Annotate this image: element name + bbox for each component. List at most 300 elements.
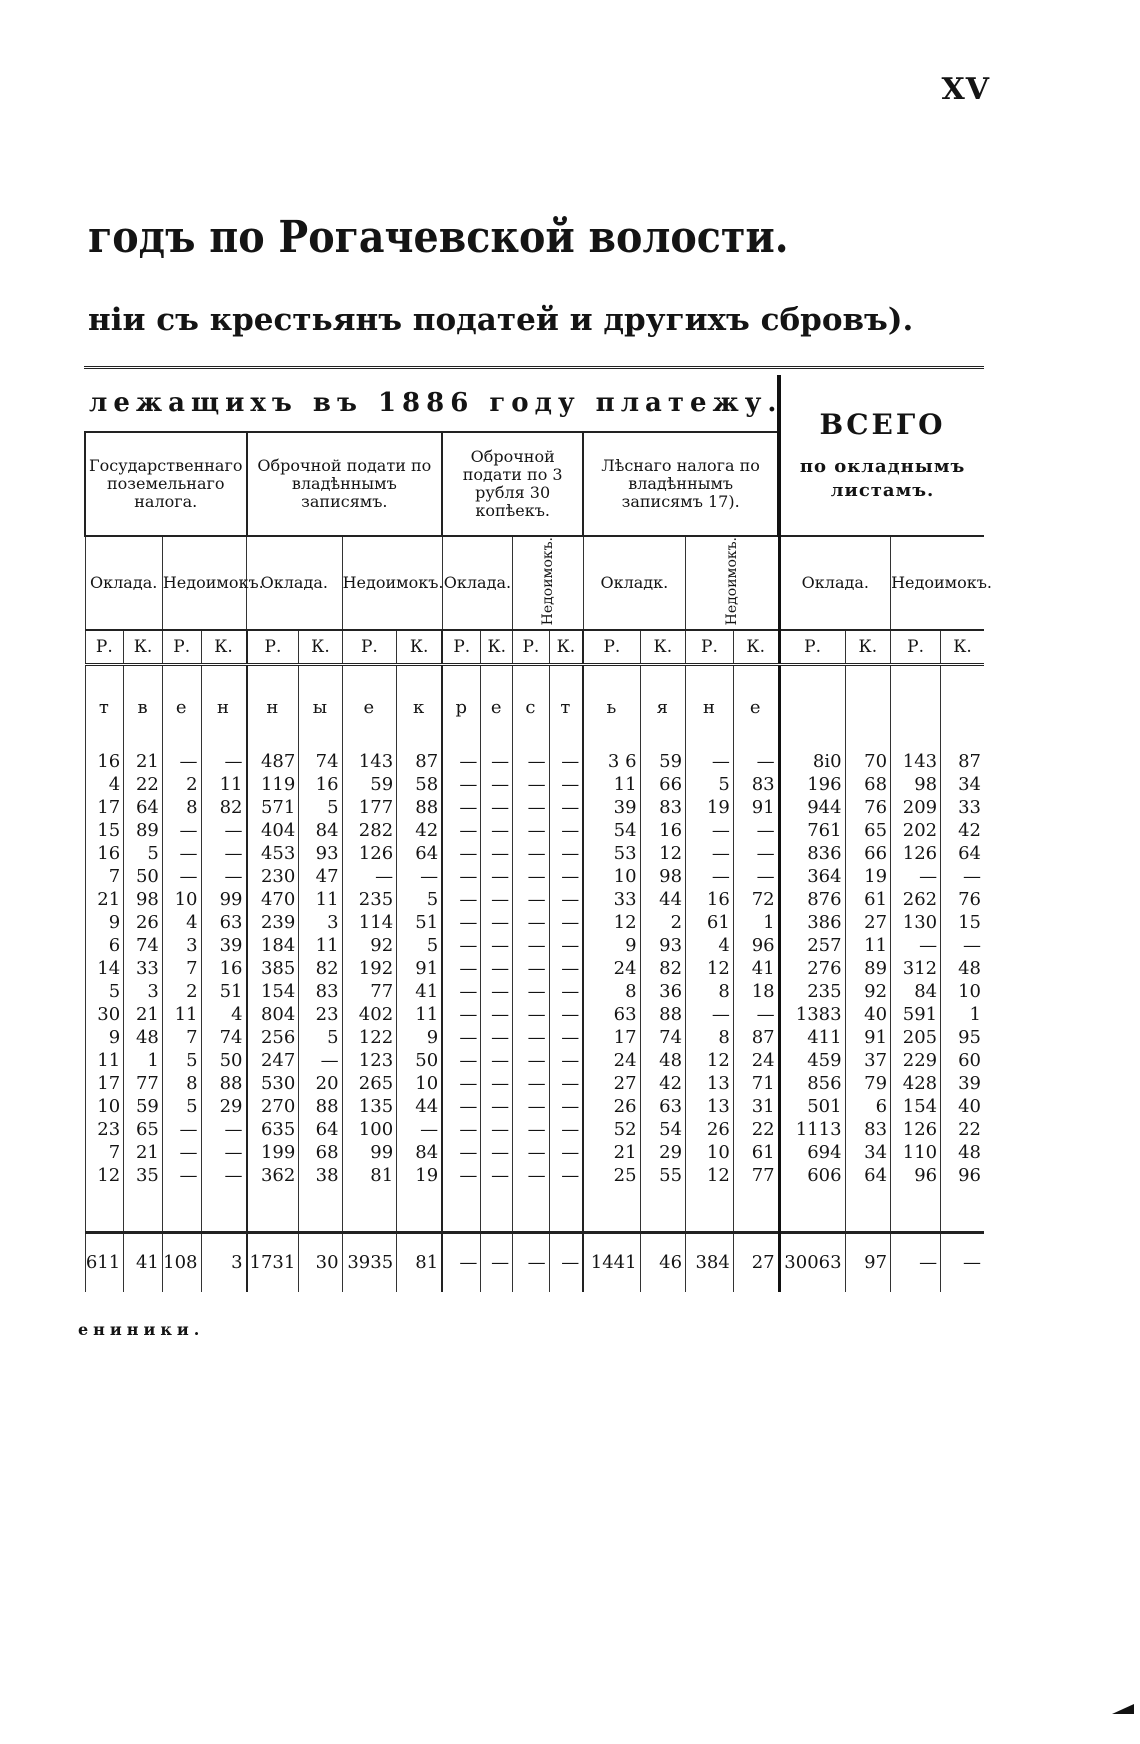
table-cell: — xyxy=(162,750,201,773)
table-cell: — xyxy=(549,773,583,796)
table-cell: 119 xyxy=(247,773,299,796)
table-cell: — xyxy=(442,773,481,796)
spacer-row xyxy=(85,726,984,750)
table-cell: 11 xyxy=(85,1049,124,1072)
table-cell: — xyxy=(686,1003,734,1026)
table-cell: 16 xyxy=(299,773,342,796)
table-cell: — xyxy=(549,980,583,1003)
table-cell: 22 xyxy=(733,1118,779,1141)
spacer-cell xyxy=(640,665,686,691)
total-cell: 384 xyxy=(686,1233,734,1293)
table-cell: — xyxy=(549,934,583,957)
table-cell: — xyxy=(162,1141,201,1164)
banner-letter: с xyxy=(513,690,549,726)
table-cell: — xyxy=(549,1095,583,1118)
table-row xyxy=(85,957,984,980)
table-cell: 428 xyxy=(891,1072,941,1095)
table-cell: — xyxy=(549,796,583,819)
total-header-title: ВСЕГО xyxy=(819,407,946,441)
table-cell: 5 xyxy=(124,842,163,865)
subheader-oklad: Оклада. xyxy=(442,536,513,630)
banner-letter: н xyxy=(247,690,299,726)
spacer-cell xyxy=(640,1187,686,1233)
table-cell: 530 xyxy=(247,1072,299,1095)
table-cell: 10 xyxy=(686,1141,734,1164)
table-cell: — xyxy=(481,1164,513,1187)
table-cell: 58 xyxy=(397,773,443,796)
spacer-cell xyxy=(85,1187,124,1233)
table-cell: 4 xyxy=(85,773,124,796)
table-cell: 11 xyxy=(299,888,342,911)
table-cell: 68 xyxy=(299,1141,342,1164)
header-rubles: Р. xyxy=(85,630,124,665)
table-cell: 93 xyxy=(640,934,686,957)
table-cell: — xyxy=(481,865,513,888)
table-cell: 93 xyxy=(299,842,342,865)
table-row xyxy=(85,911,984,934)
table-cell: 386 xyxy=(779,911,845,934)
table-cell: 84 xyxy=(397,1141,443,1164)
total-cell: 1441 xyxy=(583,1233,640,1293)
table-cell: 21 xyxy=(583,1141,640,1164)
spacer-cell xyxy=(201,726,247,750)
banner-letter: к xyxy=(397,690,443,726)
table-cell: 79 xyxy=(845,1072,891,1095)
table-cell: 694 xyxy=(779,1141,845,1164)
table-cell: 2 xyxy=(162,980,201,1003)
spacer-cell xyxy=(342,726,397,750)
table-cell: 35 xyxy=(124,1164,163,1187)
table-cell: — xyxy=(513,1003,549,1026)
table-cell: — xyxy=(397,1118,443,1141)
table-cell: 5 xyxy=(162,1049,201,1072)
table-cell: 11 xyxy=(201,773,247,796)
table-cell: — xyxy=(442,796,481,819)
table-cell: 34 xyxy=(941,773,984,796)
table-cell: 50 xyxy=(201,1049,247,1072)
table-cell: — xyxy=(442,888,481,911)
table-cell: 9 xyxy=(85,1026,124,1049)
table-cell: 126 xyxy=(891,842,941,865)
table-cell: 3 xyxy=(162,934,201,957)
table-cell: — xyxy=(549,819,583,842)
subheader-oklad: Оклада. xyxy=(779,536,890,630)
table-cell: 16 xyxy=(201,957,247,980)
table-cell: 66 xyxy=(640,773,686,796)
table-cell: 17 xyxy=(583,1026,640,1049)
table-cell: 571 xyxy=(247,796,299,819)
table-cell: 41 xyxy=(733,957,779,980)
table-cell: 48 xyxy=(640,1049,686,1072)
table-cell: 81 xyxy=(342,1164,397,1187)
spacer-cell xyxy=(124,665,163,691)
table-cell: 154 xyxy=(891,1095,941,1118)
table-cell: — xyxy=(481,980,513,1003)
spacer-cell xyxy=(299,665,342,691)
table-cell: — xyxy=(513,1141,549,1164)
table-cell: 74 xyxy=(201,1026,247,1049)
table-cell: 12 xyxy=(640,842,686,865)
spacer-cell xyxy=(549,1187,583,1233)
table-cell: 64 xyxy=(299,1118,342,1141)
table-cell: 84 xyxy=(891,980,941,1003)
table-cell: — xyxy=(549,1141,583,1164)
subheader-nedoimok: Недоимокъ. xyxy=(342,536,442,630)
total-cell: — xyxy=(481,1233,513,1293)
table-cell: 66 xyxy=(845,842,891,865)
table-cell: — xyxy=(513,911,549,934)
table-cell: — xyxy=(549,1118,583,1141)
table-cell: 76 xyxy=(941,888,984,911)
table-cell: 39 xyxy=(201,934,247,957)
table-row xyxy=(85,750,984,773)
table-row xyxy=(85,1095,984,1118)
table-cell: 1 xyxy=(124,1049,163,1072)
table-cell: 2 xyxy=(640,911,686,934)
table-cell: 202 xyxy=(891,819,941,842)
table-cell: 876 xyxy=(779,888,845,911)
page-title: годъ по Рогачевской волости. xyxy=(88,212,789,263)
table-cell: — xyxy=(513,796,549,819)
spacer-cell xyxy=(583,726,640,750)
table-cell: — xyxy=(442,1095,481,1118)
table-cell: 364 xyxy=(779,865,845,888)
spacer-cell xyxy=(299,1187,342,1233)
table-cell: — xyxy=(941,934,984,957)
vertical-label: Недоимокъ. xyxy=(539,537,556,626)
table-cell: — xyxy=(513,1072,549,1095)
spacer-cell xyxy=(201,665,247,691)
tax-table xyxy=(84,375,992,1292)
table-cell: 83 xyxy=(299,980,342,1003)
table-cell: 77 xyxy=(342,980,397,1003)
table-cell: — xyxy=(442,819,481,842)
banner-letter: я xyxy=(640,690,686,726)
spacer-cell xyxy=(686,726,734,750)
table-cell: 265 xyxy=(342,1072,397,1095)
table-row xyxy=(85,796,984,819)
spacer-cell xyxy=(891,726,941,750)
table-cell: 7 xyxy=(162,1026,201,1049)
table-row xyxy=(85,888,984,911)
table-cell: 68 xyxy=(845,773,891,796)
table-cell: 8і0 xyxy=(779,750,845,773)
spacer-cell xyxy=(124,726,163,750)
table-cell: 6 xyxy=(85,934,124,957)
table-cell: 64 xyxy=(845,1164,891,1187)
table-cell: 96 xyxy=(941,1164,984,1187)
table-cell: 91 xyxy=(733,796,779,819)
table-cell: 19 xyxy=(845,865,891,888)
table-cell: — xyxy=(733,819,779,842)
table-cell: 92 xyxy=(845,980,891,1003)
table-cell: 21 xyxy=(124,750,163,773)
totals-row xyxy=(85,1233,984,1293)
header-kopecks: К. xyxy=(733,630,779,665)
table-cell: 4 xyxy=(686,934,734,957)
table-cell: 4 xyxy=(201,1003,247,1026)
ruble-kopeck-header-row xyxy=(85,630,984,665)
table-cell: — xyxy=(201,842,247,865)
table-cell: — xyxy=(513,1118,549,1141)
table-cell: 61 xyxy=(686,911,734,934)
table-cell: 18 xyxy=(733,980,779,1003)
table-cell: — xyxy=(549,888,583,911)
table-cell: 50 xyxy=(124,865,163,888)
table-cell: — xyxy=(442,911,481,934)
spacer-cell xyxy=(201,1187,247,1233)
table-cell: — xyxy=(481,842,513,865)
spacer-cell xyxy=(733,726,779,750)
header-rubles: Р. xyxy=(442,630,481,665)
table-cell: — xyxy=(481,957,513,980)
table-cell: — xyxy=(201,819,247,842)
table-cell: — xyxy=(442,1164,481,1187)
header-rubles: Р. xyxy=(162,630,201,665)
table-cell: 9 xyxy=(397,1026,443,1049)
table-cell: 12 xyxy=(686,1164,734,1187)
table-cell: 5 xyxy=(162,1095,201,1118)
banner-letter xyxy=(941,690,984,726)
table-cell: 33 xyxy=(124,957,163,980)
tax-table-body xyxy=(85,665,984,1293)
table-cell: — xyxy=(481,1049,513,1072)
total-cell: — xyxy=(891,1233,941,1293)
table-cell: — xyxy=(549,750,583,773)
table-row xyxy=(85,1118,984,1141)
header-kopecks: К. xyxy=(941,630,984,665)
header-rubles: Р. xyxy=(686,630,734,665)
table-cell: 126 xyxy=(891,1118,941,1141)
table-cell: — xyxy=(481,1003,513,1026)
table-cell: 19 xyxy=(397,1164,443,1187)
table-cell: 64 xyxy=(941,842,984,865)
table-cell: 55 xyxy=(640,1164,686,1187)
table-cell: — xyxy=(201,1164,247,1187)
table-cell: 17 xyxy=(85,796,124,819)
table-cell: 59 xyxy=(342,773,397,796)
table-cell: 470 xyxy=(247,888,299,911)
table-cell: — xyxy=(549,957,583,980)
spacer-row xyxy=(85,665,984,691)
spacer-cell xyxy=(733,1187,779,1233)
table-cell: — xyxy=(513,865,549,888)
table-cell: — xyxy=(442,1118,481,1141)
table-cell: 87 xyxy=(397,750,443,773)
table-cell: — xyxy=(481,934,513,957)
total-cell: 30 xyxy=(299,1233,342,1293)
table-cell: 61 xyxy=(845,888,891,911)
table-cell: 5 xyxy=(397,888,443,911)
spacer-cell xyxy=(513,726,549,750)
table-cell: — xyxy=(481,1072,513,1095)
banner-letter: в xyxy=(124,690,163,726)
table-cell: 91 xyxy=(397,957,443,980)
table-cell: 51 xyxy=(397,911,443,934)
table-cell: 15 xyxy=(941,911,984,934)
table-cell: 87 xyxy=(733,1026,779,1049)
table-cell: 804 xyxy=(247,1003,299,1026)
table-cell: 262 xyxy=(891,888,941,911)
table-cell: — xyxy=(513,750,549,773)
table-cell: 459 xyxy=(779,1049,845,1072)
table-cell: 48 xyxy=(941,1141,984,1164)
table-cell: 65 xyxy=(845,819,891,842)
total-cell: — xyxy=(941,1233,984,1293)
table-cell: — xyxy=(481,1026,513,1049)
total-cell: 108 xyxy=(162,1233,201,1293)
table-cell: 36 xyxy=(640,980,686,1003)
spacer-cell xyxy=(583,1187,640,1233)
table-cell: 59 xyxy=(640,750,686,773)
banner-letter: т xyxy=(85,690,124,726)
header-kopecks: К. xyxy=(845,630,891,665)
table-cell: — xyxy=(397,865,443,888)
table-cell: 26 xyxy=(583,1095,640,1118)
banner-letter: ы xyxy=(299,690,342,726)
table-row xyxy=(85,980,984,1003)
table-cell: 37 xyxy=(845,1049,891,1072)
table-cell: 27 xyxy=(583,1072,640,1095)
spacer-cell xyxy=(299,726,342,750)
table-cell: 82 xyxy=(299,957,342,980)
table-cell: 54 xyxy=(583,819,640,842)
spacer-cell xyxy=(162,726,201,750)
table-row xyxy=(85,865,984,888)
table-cell: 82 xyxy=(201,796,247,819)
subheader-nedoimok-vertical xyxy=(513,536,584,630)
table-cell: — xyxy=(481,911,513,934)
total-cell: 1731 xyxy=(247,1233,299,1293)
table-cell: 8 xyxy=(583,980,640,1003)
table-cell: — xyxy=(442,842,481,865)
table-cell: 44 xyxy=(640,888,686,911)
table-cell: 98 xyxy=(640,865,686,888)
table-cell: 34 xyxy=(845,1141,891,1164)
table-cell: 24 xyxy=(583,1049,640,1072)
table-cell: 100 xyxy=(342,1118,397,1141)
table-cell: — xyxy=(513,957,549,980)
table-cell: 10 xyxy=(162,888,201,911)
page-number: XV xyxy=(941,72,990,107)
table-cell: 8 xyxy=(686,1026,734,1049)
total-cell: — xyxy=(549,1233,583,1293)
table-cell: — xyxy=(201,750,247,773)
table-cell: 99 xyxy=(342,1141,397,1164)
spacer-cell xyxy=(549,726,583,750)
table-cell: 42 xyxy=(941,819,984,842)
vertical-label: Недоимокъ. xyxy=(723,537,740,626)
spacer-cell xyxy=(640,726,686,750)
table-cell: 60 xyxy=(941,1049,984,1072)
banner-letter: т xyxy=(549,690,583,726)
table-cell: 24 xyxy=(583,957,640,980)
table-cell: — xyxy=(513,934,549,957)
spacer-cell xyxy=(513,665,549,691)
table-cell: 21 xyxy=(85,888,124,911)
table-cell: 98 xyxy=(124,888,163,911)
table-cell: 3 xyxy=(299,911,342,934)
spacer-cell xyxy=(583,665,640,691)
table-cell: 89 xyxy=(845,957,891,980)
table-cell: — xyxy=(481,750,513,773)
total-header xyxy=(779,375,984,536)
table-cell: — xyxy=(481,1141,513,1164)
spacer-cell xyxy=(342,1187,397,1233)
spacer-cell xyxy=(481,726,513,750)
table-cell: — xyxy=(201,1118,247,1141)
table-cell: 22 xyxy=(124,773,163,796)
table-cell: — xyxy=(162,865,201,888)
table-cell: 199 xyxy=(247,1141,299,1164)
category-quitrent-records: Оброчной подати по владѣннымъ записямъ. xyxy=(247,432,443,536)
banner-letter: н xyxy=(201,690,247,726)
table-cell: — xyxy=(481,796,513,819)
table-cell: 16 xyxy=(85,842,124,865)
table-cell: 39 xyxy=(583,796,640,819)
table-cell: 61 xyxy=(733,1141,779,1164)
table-cell: 5 xyxy=(397,934,443,957)
banner-letter: е xyxy=(733,690,779,726)
footer-fragment: ениники. xyxy=(78,1320,205,1339)
header-rubles: Р. xyxy=(583,630,640,665)
table-cell: 40 xyxy=(941,1095,984,1118)
spacer-cell xyxy=(779,665,845,691)
table-cell: — xyxy=(162,819,201,842)
table-cell: 501 xyxy=(779,1095,845,1118)
header-rubles: Р. xyxy=(779,630,845,665)
table-cell: 1 xyxy=(733,911,779,934)
table-cell: — xyxy=(513,1049,549,1072)
banner-letter: р xyxy=(442,690,481,726)
table-cell: — xyxy=(442,1049,481,1072)
table-cell: 14 xyxy=(85,957,124,980)
table-cell: 64 xyxy=(124,796,163,819)
table-cell: 453 xyxy=(247,842,299,865)
table-row xyxy=(85,773,984,796)
header-rubles: Р. xyxy=(247,630,299,665)
table-row xyxy=(85,1072,984,1095)
table-cell: — xyxy=(481,888,513,911)
table-cell: 8 xyxy=(686,980,734,1003)
table-cell: 26 xyxy=(686,1118,734,1141)
table-cell: 1383 xyxy=(779,1003,845,1026)
spacer-cell xyxy=(247,726,299,750)
table-cell: — xyxy=(686,865,734,888)
table-cell: — xyxy=(162,842,201,865)
table-cell: 65 xyxy=(124,1118,163,1141)
table-cell: 25 xyxy=(583,1164,640,1187)
table-cell: 247 xyxy=(247,1049,299,1072)
table-cell: 92 xyxy=(342,934,397,957)
table-cell: 63 xyxy=(640,1095,686,1118)
table-cell: 143 xyxy=(342,750,397,773)
table-cell: 404 xyxy=(247,819,299,842)
table-cell: 635 xyxy=(247,1118,299,1141)
table-cell: 235 xyxy=(779,980,845,1003)
table-cell: 11 xyxy=(299,934,342,957)
table-cell: 362 xyxy=(247,1164,299,1187)
table-cell: — xyxy=(342,865,397,888)
group-header: лежащихъ въ 1886 году платежу. xyxy=(85,375,779,432)
table-cell: — xyxy=(162,1118,201,1141)
table-cell: 177 xyxy=(342,796,397,819)
table-cell: 184 xyxy=(247,934,299,957)
table-cell: 13 xyxy=(686,1072,734,1095)
table-cell: 11 xyxy=(583,773,640,796)
table-cell: — xyxy=(733,750,779,773)
table-cell: 99 xyxy=(201,888,247,911)
